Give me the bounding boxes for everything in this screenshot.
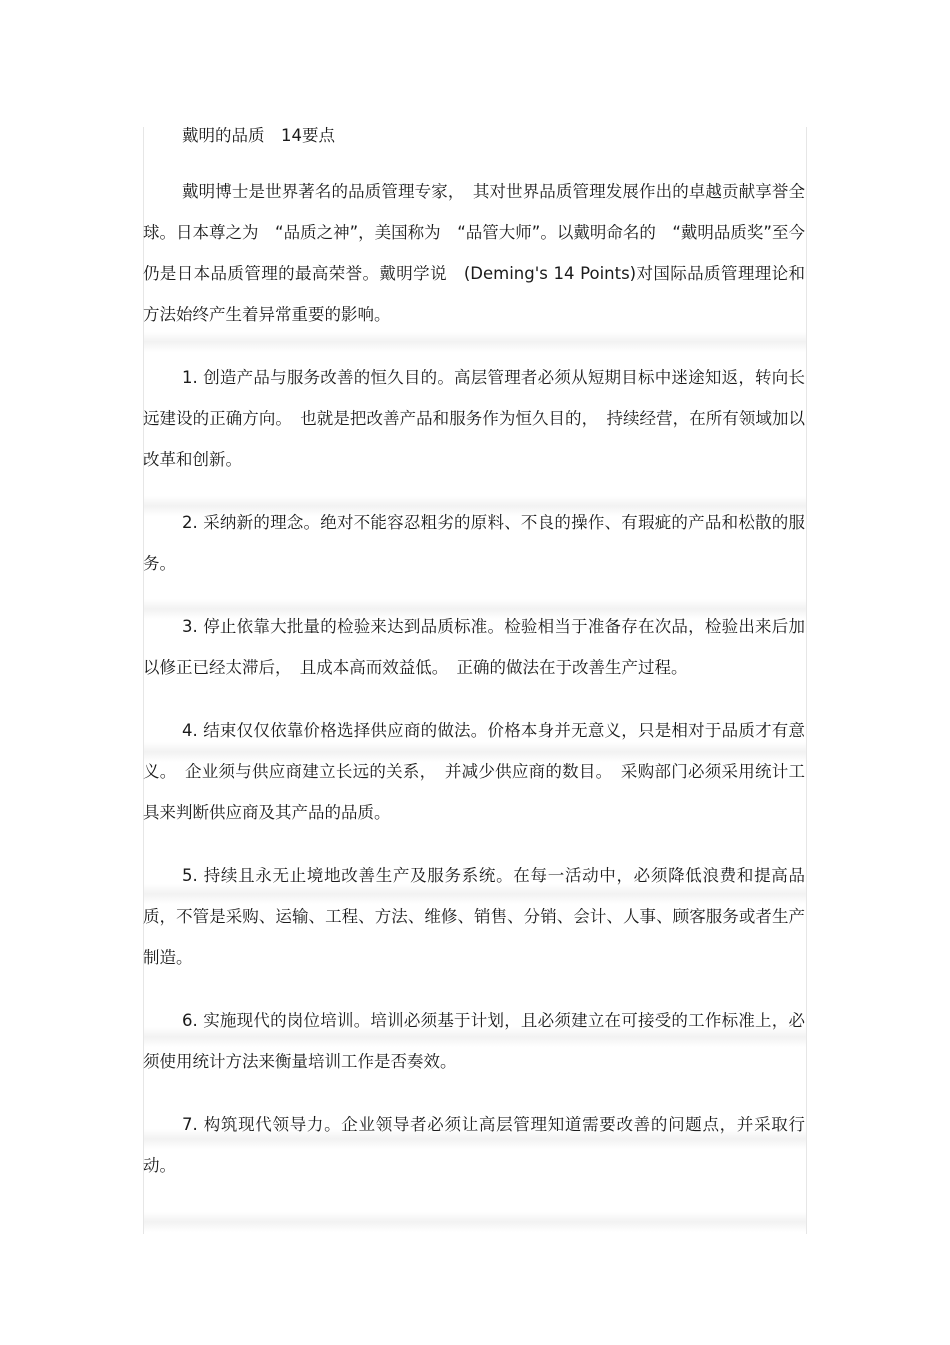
document-title: 戴明的品质 14要点: [182, 126, 335, 145]
point-1: 1. 创造产品与服务改善的恒久目的。高层管理者必须从短期目标中迷途知返，转向长远建设的正确方向。 也就是把改善产品和服务作为恒久目的， 持续经营，在所有领域加以改革和创新。: [143, 368, 805, 469]
point-3: 3. 停止依靠大批量的检验来达到品质标准。检验相当于准备存在次品，检验出来后加以修正已经太滞后， 且成本高而效益低。 正确的做法在于改善生产过程。: [143, 617, 805, 677]
point-5: 5. 持续且永无止境地改善生产及服务系统。在每一活动中，必须降低浪费和提高品质，不管是采购、运输、工程、方法、维修、销售、分销、会计、人事、顾客服务或者生产制造。: [143, 866, 805, 967]
intro-paragraph: 戴明博士是世界著名的品质管理专家， 其对世界品质管理发展作出的卓越贡献享誉全球。日本尊之为 “品质之神”，美国称为 “品管大师”。以戴明命名的 “戴明品质奖”至今仍是日本品质管理的最高荣誉。戴明学说 (Deming's 14 Points)对国际品质管理理论和方法始终产生着异常重要的影响。: [143, 182, 805, 324]
document-body: [143, 124, 805, 1186]
point-2: 2. 采纳新的理念。绝对不能容忍粗劣的原料、不良的操作、有瑕疵的产品和松散的服务。: [143, 513, 805, 573]
point-7: 7. 构筑现代领导力。企业领导者必须让高层管理知道需要改善的问题点，并采取行动。: [143, 1115, 805, 1175]
page-band: [144, 1212, 806, 1232]
point-4: 4. 结束仅仅依靠价格选择供应商的做法。价格本身并无意义，只是相对于品质才有意义。 企业须与供应商建立长远的关系， 并减少供应商的数目。 采购部门必须采用统计工具来判断供应商及其产品的品质。: [143, 721, 805, 822]
point-6: 6. 实施现代的岗位培训。培训必须基于计划，且必须建立在可接受的工作标准上，必须使用统计方法来衡量培训工作是否奏效。: [143, 1011, 805, 1071]
